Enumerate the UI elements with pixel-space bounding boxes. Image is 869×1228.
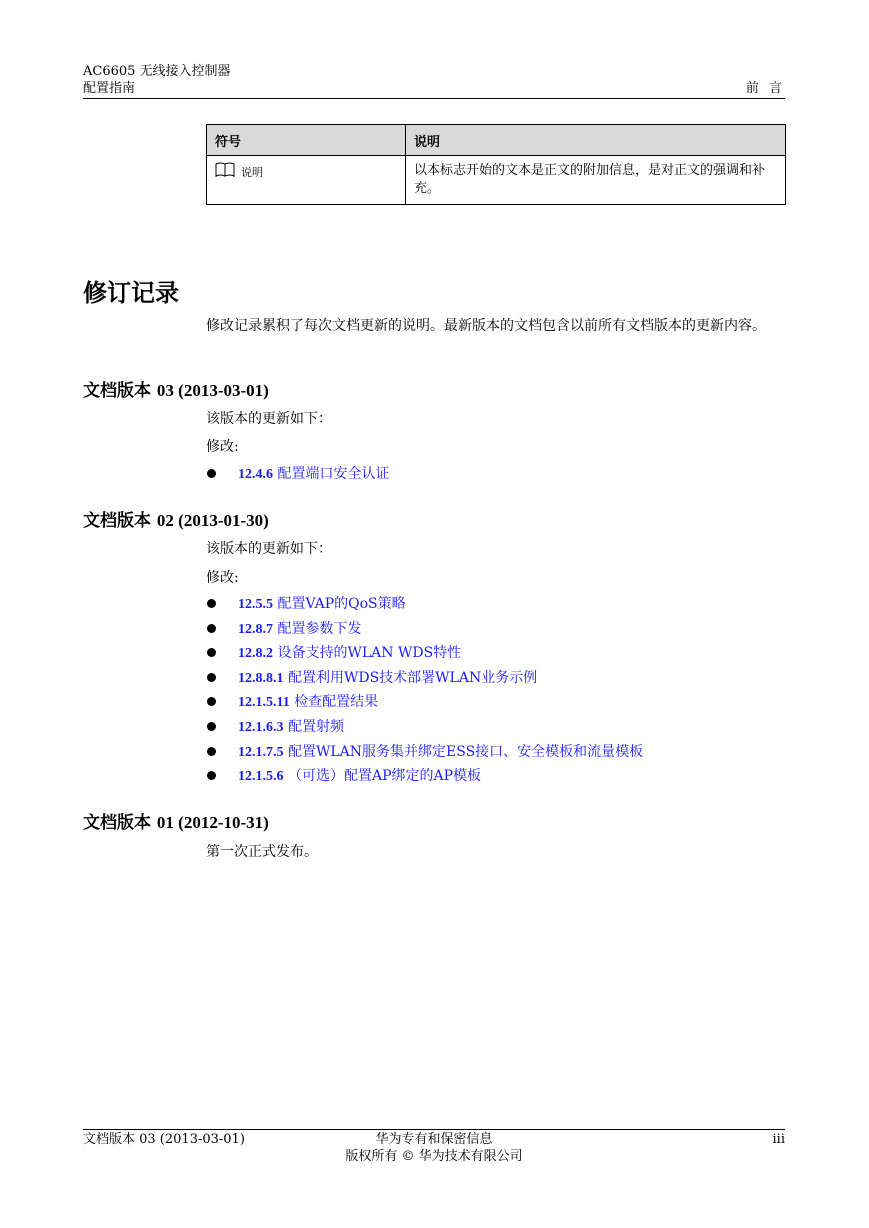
version-heading-label: 文档版本: [83, 511, 151, 531]
version-02-change-list: [206, 595, 643, 792]
change-link-text[interactable]: （可选）配置AP绑定的AP模板: [287, 768, 482, 785]
change-link-number[interactable]: 12.8.2: [238, 646, 273, 662]
footer-center: [334, 1131, 534, 1165]
version-heading-label: 文档版本: [83, 813, 151, 833]
symbol-cell: [207, 156, 406, 205]
change-link-number[interactable]: 12.8.8.1: [238, 670, 284, 686]
footer-version: 文档版本 03 (2013-03-01): [83, 1132, 245, 1147]
change-link-number[interactable]: 12.4.6: [238, 467, 273, 482]
change-link-text[interactable]: 配置射频: [287, 718, 344, 735]
change-link-text[interactable]: 配置VAP的QoS策略: [277, 596, 406, 612]
change-link-text[interactable]: 配置参数下发: [277, 620, 362, 637]
version-03-summary: 该版本的更新如下：: [206, 411, 332, 427]
change-link-number[interactable]: 12.1.5.11: [238, 695, 290, 711]
change-link-text[interactable]: 配置端口安全认证: [277, 466, 390, 482]
version-01-heading: [83, 808, 269, 833]
list-item[interactable]: [206, 465, 389, 490]
header-divider: [83, 98, 785, 99]
list-item[interactable]: [206, 644, 643, 669]
table-row: [207, 156, 786, 205]
list-item[interactable]: [206, 595, 643, 620]
change-link-number[interactable]: 12.8.7: [238, 621, 273, 637]
list-item[interactable]: [206, 743, 643, 768]
list-item[interactable]: [206, 718, 643, 743]
list-item[interactable]: [206, 669, 643, 694]
version-02-change-label: 修改:: [206, 570, 239, 586]
version-02-heading: [83, 506, 269, 531]
version-03-heading: [83, 376, 269, 401]
footer-page-number: iii: [772, 1132, 785, 1147]
version-heading-number: 03 (2013-03-01): [156, 381, 269, 400]
page-header: [83, 63, 785, 97]
book-icon: [215, 162, 235, 183]
version-heading-number: 01 (2012-10-31): [156, 813, 269, 832]
table-header-row: [207, 125, 786, 156]
revision-title: 修订记录: [83, 279, 179, 307]
list-item[interactable]: [206, 620, 643, 645]
table-header-desc: 说明: [406, 125, 786, 156]
change-link-number[interactable]: 12.1.7.5: [238, 744, 284, 760]
list-item[interactable]: [206, 767, 643, 792]
header-product: AC6605 无线接入控制器: [83, 64, 231, 79]
symbol-label: 说明: [241, 165, 263, 179]
footer-divider: [83, 1129, 785, 1130]
change-link-number[interactable]: 12.5.5: [238, 597, 273, 612]
footer-confidential: 华为专有和保密信息: [375, 1132, 493, 1147]
desc-cell: 以本标志开始的文本是正文的附加信息，是对正文的强调和补充。: [406, 156, 786, 205]
version-01-summary: 第一次正式发布。: [206, 844, 318, 860]
list-item[interactable]: [206, 693, 643, 718]
symbol-table: [206, 124, 786, 205]
table-header-symbol: 符号: [207, 125, 406, 156]
change-link-number[interactable]: 12.1.5.6: [238, 769, 284, 785]
change-link-text[interactable]: 配置利用WDS技术部署WLAN业务示例: [287, 669, 538, 686]
revision-intro: 修改记录累积了每次文档更新的说明。最新版本的文档包含以前所有文档版本的更新内容。: [206, 318, 766, 334]
change-link-text[interactable]: 配置WLAN服务集并绑定ESS接口、安全模板和流量模板: [287, 743, 644, 760]
version-03-change-label: 修改:: [206, 439, 239, 455]
version-heading-number: 02 (2013-01-30): [156, 511, 269, 530]
header-guide: 配置指南: [83, 81, 136, 96]
version-03-change-list: [206, 465, 389, 490]
version-02-summary: 该版本的更新如下：: [206, 541, 332, 557]
version-heading-label: 文档版本: [83, 381, 151, 401]
change-link-text[interactable]: 设备支持的WLAN WDS特性: [277, 645, 462, 662]
header-section: 前 言: [745, 81, 785, 96]
footer-copyright: 版权所有 © 华为技术有限公司: [345, 1149, 523, 1164]
change-link-text[interactable]: 检查配置结果: [294, 694, 379, 711]
change-link-number[interactable]: 12.1.6.3: [238, 719, 284, 735]
